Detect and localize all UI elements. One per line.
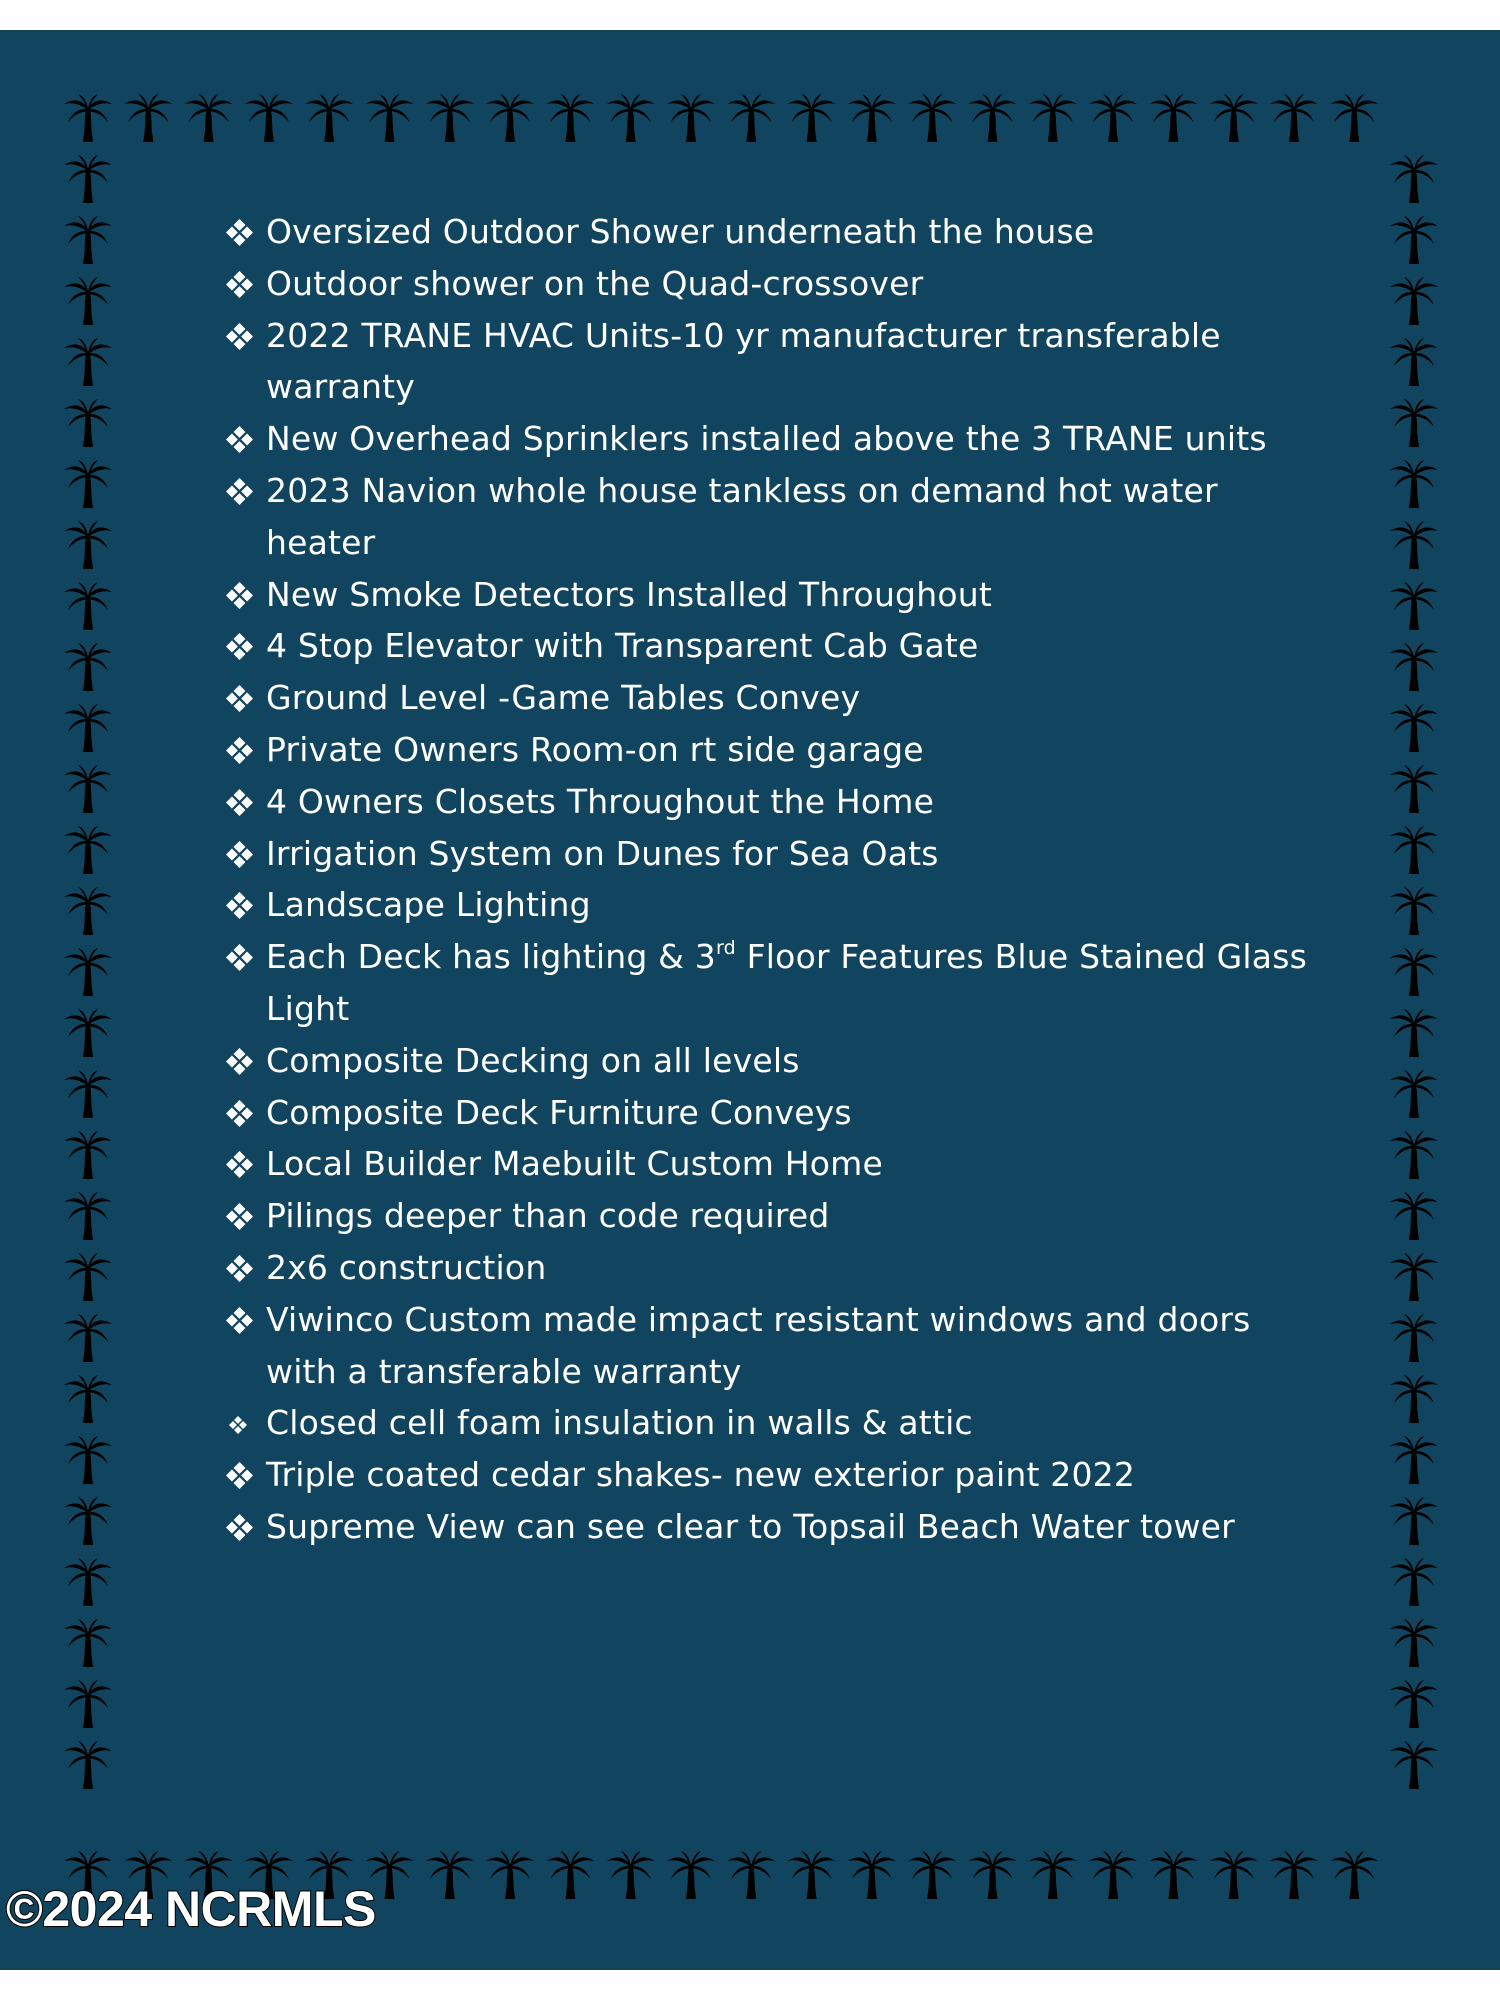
palm-tree-icon (1330, 1851, 1378, 1899)
palm-tree-icon (1149, 94, 1197, 142)
palm-tree-icon (1390, 216, 1438, 264)
palm-tree-icon (64, 277, 112, 325)
four-diamond-bullet-icon (224, 828, 256, 880)
four-diamond-bullet-icon (224, 1242, 256, 1294)
palm-tree-icon (1390, 1741, 1438, 1789)
feature-text: Supreme View can see clear to Topsail Beach Water tower (266, 1506, 1235, 1546)
palm-tree-icon (64, 1253, 112, 1301)
feature-item (224, 776, 1324, 828)
four-diamond-bullet-icon (224, 931, 256, 983)
palm-tree-icon (1390, 1253, 1438, 1301)
feature-item (224, 828, 1324, 880)
palm-tree-icon (64, 1192, 112, 1240)
palm-tree-icon (1390, 1619, 1438, 1667)
feature-item (224, 413, 1324, 465)
palm-tree-icon (64, 1131, 112, 1179)
palm-tree-icon (1029, 1851, 1077, 1899)
palm-tree-icon (1390, 826, 1438, 874)
palm-tree-icon (1390, 1131, 1438, 1179)
palm-tree-icon (1029, 94, 1077, 142)
feature-text: Composite Deck Furniture Conveys (266, 1092, 852, 1132)
palm-tree-icon (64, 1070, 112, 1118)
palm-tree-icon (64, 1619, 112, 1667)
feature-text: Pilings deeper than code required (266, 1196, 830, 1236)
palm-tree-icon (64, 704, 112, 752)
palm-tree-icon (1390, 460, 1438, 508)
feature-text: 2x6 construction (266, 1247, 547, 1287)
palm-tree-icon (1089, 94, 1137, 142)
four-diamond-bullet-icon (224, 206, 256, 258)
palm-tree-icon (546, 1851, 594, 1899)
palm-tree-icon (1390, 1009, 1438, 1057)
feature-item (224, 879, 1324, 931)
palm-tree-icon (64, 1680, 112, 1728)
palm-tree-icon (969, 1851, 1017, 1899)
feature-text: Composite Decking on all levels (266, 1040, 800, 1080)
palm-tree-icon (426, 94, 474, 142)
four-diamond-bullet-icon (224, 465, 256, 517)
four-diamond-bullet-icon (224, 310, 256, 362)
palm-tree-icon (908, 94, 956, 142)
palm-tree-right-column (1390, 155, 1438, 1789)
four-diamond-bullet-icon (224, 413, 256, 465)
four-diamond-bullet-icon (224, 672, 256, 724)
feature-item (224, 569, 1324, 621)
four-diamond-bullet-icon (224, 724, 256, 776)
palm-tree-icon (1390, 1192, 1438, 1240)
palm-tree-icon (64, 521, 112, 569)
palm-tree-icon (366, 94, 414, 142)
palm-tree-icon (64, 216, 112, 264)
palm-tree-icon (1390, 582, 1438, 630)
palm-tree-icon (185, 94, 233, 142)
palm-tree-icon (64, 155, 112, 203)
feature-item (224, 1190, 1324, 1242)
four-diamond-bullet-icon (224, 1294, 256, 1346)
palm-tree-icon (426, 1851, 474, 1899)
palm-tree-icon (1390, 277, 1438, 325)
four-diamond-bullet-icon (224, 1190, 256, 1242)
four-diamond-bullet-icon (224, 776, 256, 828)
palm-tree-icon (788, 94, 836, 142)
palm-tree-icon (64, 94, 112, 142)
palm-tree-icon (1390, 521, 1438, 569)
copyright-watermark: ©2024 NCRMLS (6, 1881, 376, 1937)
palm-tree-icon (1390, 948, 1438, 996)
palm-tree-icon (64, 338, 112, 386)
palm-tree-icon (64, 1558, 112, 1606)
palm-tree-icon (607, 94, 655, 142)
feature-item (224, 1087, 1324, 1139)
palm-tree-icon (1210, 94, 1258, 142)
palm-tree-icon (1390, 338, 1438, 386)
palm-tree-icon (908, 1851, 956, 1899)
palm-tree-icon (546, 94, 594, 142)
feature-text: Oversized Outdoor Shower underneath the house (266, 212, 1095, 251)
feature-list (224, 206, 1324, 1553)
palm-tree-icon (64, 826, 112, 874)
palm-tree-icon (64, 1497, 112, 1545)
four-diamond-bullet-icon (224, 1087, 256, 1139)
palm-tree-icon (1330, 94, 1378, 142)
palm-tree-icon (486, 94, 534, 142)
feature-text: Landscape Lighting (266, 885, 591, 925)
palm-tree-icon (1210, 1851, 1258, 1899)
feature-text: Outdoor shower on the Quad-crossover (266, 263, 924, 303)
palm-tree-icon (1390, 704, 1438, 752)
palm-tree-icon (1390, 643, 1438, 691)
feature-item (224, 310, 1324, 414)
four-diamond-bullet-icon (224, 1449, 256, 1501)
four-diamond-bullet-icon (224, 620, 256, 672)
palm-tree-icon (727, 94, 775, 142)
palm-tree-icon (64, 1375, 112, 1423)
feature-text: New Smoke Detectors Installed Throughout (266, 574, 992, 614)
palm-tree-icon (486, 1851, 534, 1899)
feature-item (224, 1501, 1324, 1553)
feature-text-continued: Floor Features Blue Stained Glass Light (266, 937, 1307, 1028)
feature-item (224, 1294, 1324, 1398)
four-diamond-bullet-icon (224, 1397, 256, 1449)
palm-tree-icon (1089, 1851, 1137, 1899)
palm-tree-icon (64, 1741, 112, 1789)
palm-tree-left-column (64, 155, 112, 1789)
feature-text: Ground Level -Game Tables Convey (266, 678, 861, 718)
palm-tree-icon (1390, 1497, 1438, 1545)
palm-tree-top-row (64, 94, 1378, 142)
feature-item (224, 465, 1324, 569)
palm-tree-icon (1149, 1851, 1197, 1899)
palm-tree-icon (848, 1851, 896, 1899)
feature-item (224, 1449, 1324, 1501)
palm-tree-icon (64, 1436, 112, 1484)
feature-superscript: rd (715, 937, 736, 960)
feature-text: Viwinco Custom made impact resistant windows and doors with a transferable warranty (266, 1299, 1251, 1391)
palm-tree-icon (64, 948, 112, 996)
four-diamond-bullet-icon (224, 1138, 256, 1190)
feature-item (224, 724, 1324, 776)
palm-tree-icon (1390, 765, 1438, 813)
feature-text: Private Owners Room-on rt side garage (266, 729, 924, 769)
feature-item (224, 931, 1324, 1035)
palm-tree-icon (727, 1851, 775, 1899)
palm-tree-icon (64, 460, 112, 508)
palm-tree-icon (124, 94, 172, 142)
palm-tree-icon (848, 94, 896, 142)
feature-text: 2022 TRANE HVAC Units-10 yr manufacturer transferable warranty (266, 315, 1221, 407)
palm-tree-icon (667, 1851, 715, 1899)
feature-text: Local Builder Maebuilt Custom Home (266, 1144, 884, 1184)
feature-item (224, 1242, 1324, 1294)
palm-tree-icon (1390, 1375, 1438, 1423)
palm-tree-icon (1390, 399, 1438, 447)
four-diamond-bullet-icon (224, 569, 256, 621)
feature-text: Triple coated cedar shakes- new exterior paint 2022 (266, 1455, 1136, 1495)
palm-tree-icon (1390, 1314, 1438, 1362)
feature-text: Irrigation System on Dunes for Sea Oats (266, 833, 939, 873)
palm-tree-icon (1390, 1558, 1438, 1606)
feature-item (224, 1035, 1324, 1087)
palm-tree-icon (607, 1851, 655, 1899)
palm-tree-icon (64, 765, 112, 813)
palm-tree-icon (245, 94, 293, 142)
palm-tree-icon (64, 582, 112, 630)
palm-tree-icon (1270, 1851, 1318, 1899)
feature-text: Closed cell foam insulation in walls & attic (266, 1403, 973, 1443)
palm-tree-icon (667, 94, 715, 142)
feature-item (224, 672, 1324, 724)
feature-item (224, 1397, 1324, 1449)
feature-text: New Overhead Sprinklers installed above the 3 TRANE units (266, 419, 1267, 459)
palm-tree-icon (64, 643, 112, 691)
four-diamond-bullet-icon (224, 258, 256, 310)
palm-tree-icon (64, 1314, 112, 1362)
feature-text: 2023 Navion whole house tankless on demand hot water heater (266, 470, 1218, 562)
palm-tree-icon (305, 94, 353, 142)
four-diamond-bullet-icon (224, 879, 256, 931)
palm-tree-icon (1390, 887, 1438, 935)
four-diamond-bullet-icon (224, 1501, 256, 1553)
feature-text: 4 Stop Elevator with Transparent Cab Gate (266, 626, 979, 666)
feature-text: 4 Owners Closets Throughout the Home (266, 781, 935, 821)
palm-tree-icon (1270, 94, 1318, 142)
palm-tree-icon (64, 399, 112, 447)
four-diamond-bullet-icon (224, 1035, 256, 1087)
palm-tree-icon (1390, 1070, 1438, 1118)
palm-tree-icon (1390, 1680, 1438, 1728)
palm-tree-icon (788, 1851, 836, 1899)
palm-tree-icon (969, 94, 1017, 142)
palm-tree-icon (64, 887, 112, 935)
palm-tree-icon (1390, 155, 1438, 203)
feature-item (224, 258, 1324, 310)
palm-tree-icon (1390, 1436, 1438, 1484)
feature-item (224, 1138, 1324, 1190)
palm-tree-icon (64, 1009, 112, 1057)
feature-item (224, 206, 1324, 258)
feature-item (224, 620, 1324, 672)
feature-text: Each Deck has lighting & 3 (266, 937, 716, 977)
